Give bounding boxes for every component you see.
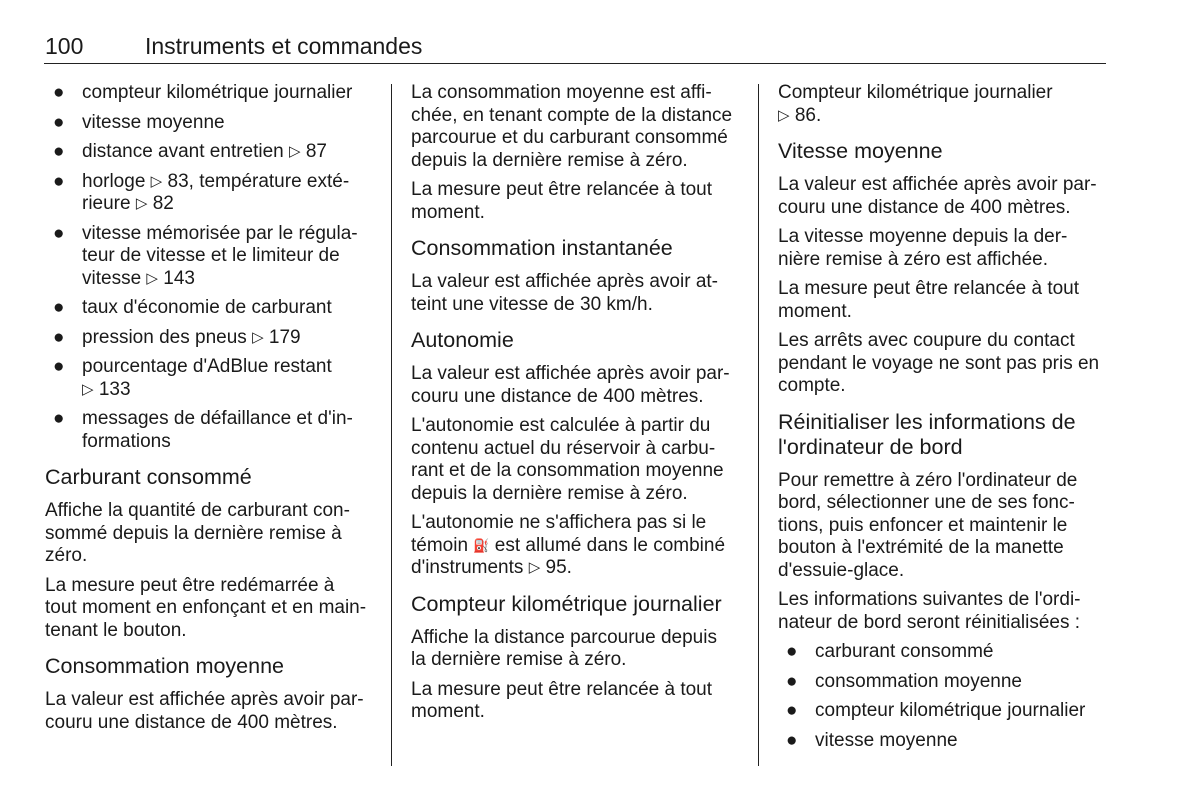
page-ref[interactable]: 87: [305, 141, 327, 162]
list-item: ● pourcentage d'AdBlue restant ▷ 133: [53, 356, 332, 400]
paragraph: Les arrêts avec coupure du contact pendant le voyage ne sont pas pris en compte.: [778, 330, 1100, 396]
section-heading: Consommation instantanée: [411, 236, 673, 260]
section-heading: Autonomie: [411, 328, 514, 352]
list-item: ● carburant consommé: [786, 641, 994, 662]
page-ref[interactable]: 82: [152, 193, 174, 214]
page-ref-arrow-icon: ▷: [778, 106, 790, 124]
column-divider-1: [391, 84, 392, 766]
list-item: ● taux d'économie de carburant: [53, 297, 332, 318]
list-item: ● vitesse moyenne: [786, 729, 958, 751]
paragraph: La valeur est affichée après avoir par- couru une distance de 400 mètres.: [45, 689, 364, 733]
paragraph: La mesure peut être relancée à tout moment.: [411, 678, 713, 722]
paragraph: Compteur kilométrique journalier ▷ 86.: [778, 82, 1053, 126]
column-1: [45, 82, 375, 741]
paragraph: La mesure peut être relancée à tout moment.: [411, 179, 713, 223]
section-heading: Compteur kilométrique journalier: [411, 591, 722, 616]
page-ref-arrow-icon: ▷: [528, 559, 541, 576]
section-heading: Réinitialiser les informations de l'ordinateur de bord: [778, 409, 1076, 459]
list-item: ● vitesse moyenne: [53, 111, 225, 133]
page-ref-arrow-icon: ▷: [289, 143, 301, 160]
list-item: ● vitesse mémorisée par le régula- teur de vitesse et le limiteur de vitesse ▷ 143: [53, 222, 358, 289]
paragraph: La vitesse moyenne depuis la der- nière remise à zéro est affichée.: [778, 226, 1068, 270]
paragraph: La consommation moyenne est affi- chée, en tenant compte de la distance parcourue et du carburant consommé depuis la dernière remise à zéro.: [411, 82, 733, 171]
page-ref[interactable]: 133: [98, 378, 131, 400]
paragraph: La mesure peut être relancée à tout moment.: [778, 278, 1080, 322]
paragraph: La valeur est affichée après avoir par- couru une distance de 400 mètres.: [778, 174, 1097, 218]
paragraph: Affiche la distance parcourue depuis la dernière remise à zéro.: [411, 626, 717, 670]
section-heading: Vitesse moyenne: [778, 139, 943, 163]
paragraph: L'autonomie est calculée à partir du contenu actuel du réservoir à carbu- rant et de la consommation moyenne depuis la dernière remise à zéro.: [411, 415, 724, 504]
list-item: ● messages de défaillance et d'in- formations: [53, 408, 353, 452]
page-ref-arrow-icon: ▷: [146, 269, 158, 287]
paragraph: La valeur est affichée après avoir at- teint une vitesse de 30 km/h.: [411, 271, 718, 315]
column-2: [411, 82, 741, 731]
list-item: ● horloge ▷ 83, température exté- rieure ▷ 82: [53, 170, 350, 214]
paragraph: Pour remettre à zéro l'ordinateur de bord, sélectionner une de ses fonc- tions, puis enfoncer et maintenir le bouton à l'extrémité de la manette d'essuie-glace.: [778, 469, 1078, 581]
page-header: [45, 33, 422, 60]
display-list: [45, 82, 375, 453]
paragraph: La valeur est affichée après avoir par- couru une distance de 400 mètres.: [411, 363, 730, 407]
page-ref[interactable]: 86.: [794, 104, 822, 126]
paragraph: La mesure peut être redémarrée à tout moment en enfonçant et en main- tenant le bouton.: [45, 574, 367, 641]
fuel-pump-icon: ⛽: [473, 537, 490, 553]
page-ref-arrow-icon: ▷: [135, 195, 148, 212]
header-rule: [44, 63, 1106, 64]
section-heading: Carburant consommé: [45, 465, 252, 489]
page-title: Instruments et commandes: [145, 33, 423, 59]
section-heading: Consommation moyenne: [45, 654, 285, 678]
paragraph: Affiche la quantité de carburant con- sommé depuis la dernière remise à zéro.: [45, 500, 350, 566]
paragraph: L'autonomie ne s'affichera pas si le témoin ⛽ est allumé dans le combiné d'instruments ▷ 95.: [411, 512, 726, 578]
list-item: ● consommation moyenne: [786, 670, 1022, 692]
list-item: ● compteur kilométrique journalier: [786, 700, 1086, 721]
column-3: [778, 82, 1108, 759]
page-ref-arrow-icon: ▷: [82, 380, 94, 398]
page-ref[interactable]: 143: [163, 267, 195, 289]
reset-list: [778, 641, 1108, 752]
page-ref-arrow-icon: ▷: [252, 328, 264, 346]
page-ref[interactable]: 83,: [167, 170, 194, 192]
page-number: 100: [45, 33, 84, 59]
list-item: ● pression des pneus ▷ 179: [53, 326, 301, 348]
column-divider-2: [758, 84, 759, 766]
page-ref[interactable]: 95.: [545, 557, 572, 578]
page-ref[interactable]: 179: [268, 326, 301, 348]
list-item: ● compteur kilométrique journalier: [53, 82, 353, 103]
list-item: ● distance avant entretien ▷ 87: [53, 141, 327, 162]
paragraph: Les informations suivantes de l'ordi- nateur de bord seront réinitialisées :: [778, 589, 1081, 633]
page-ref-arrow-icon: ▷: [150, 172, 163, 190]
